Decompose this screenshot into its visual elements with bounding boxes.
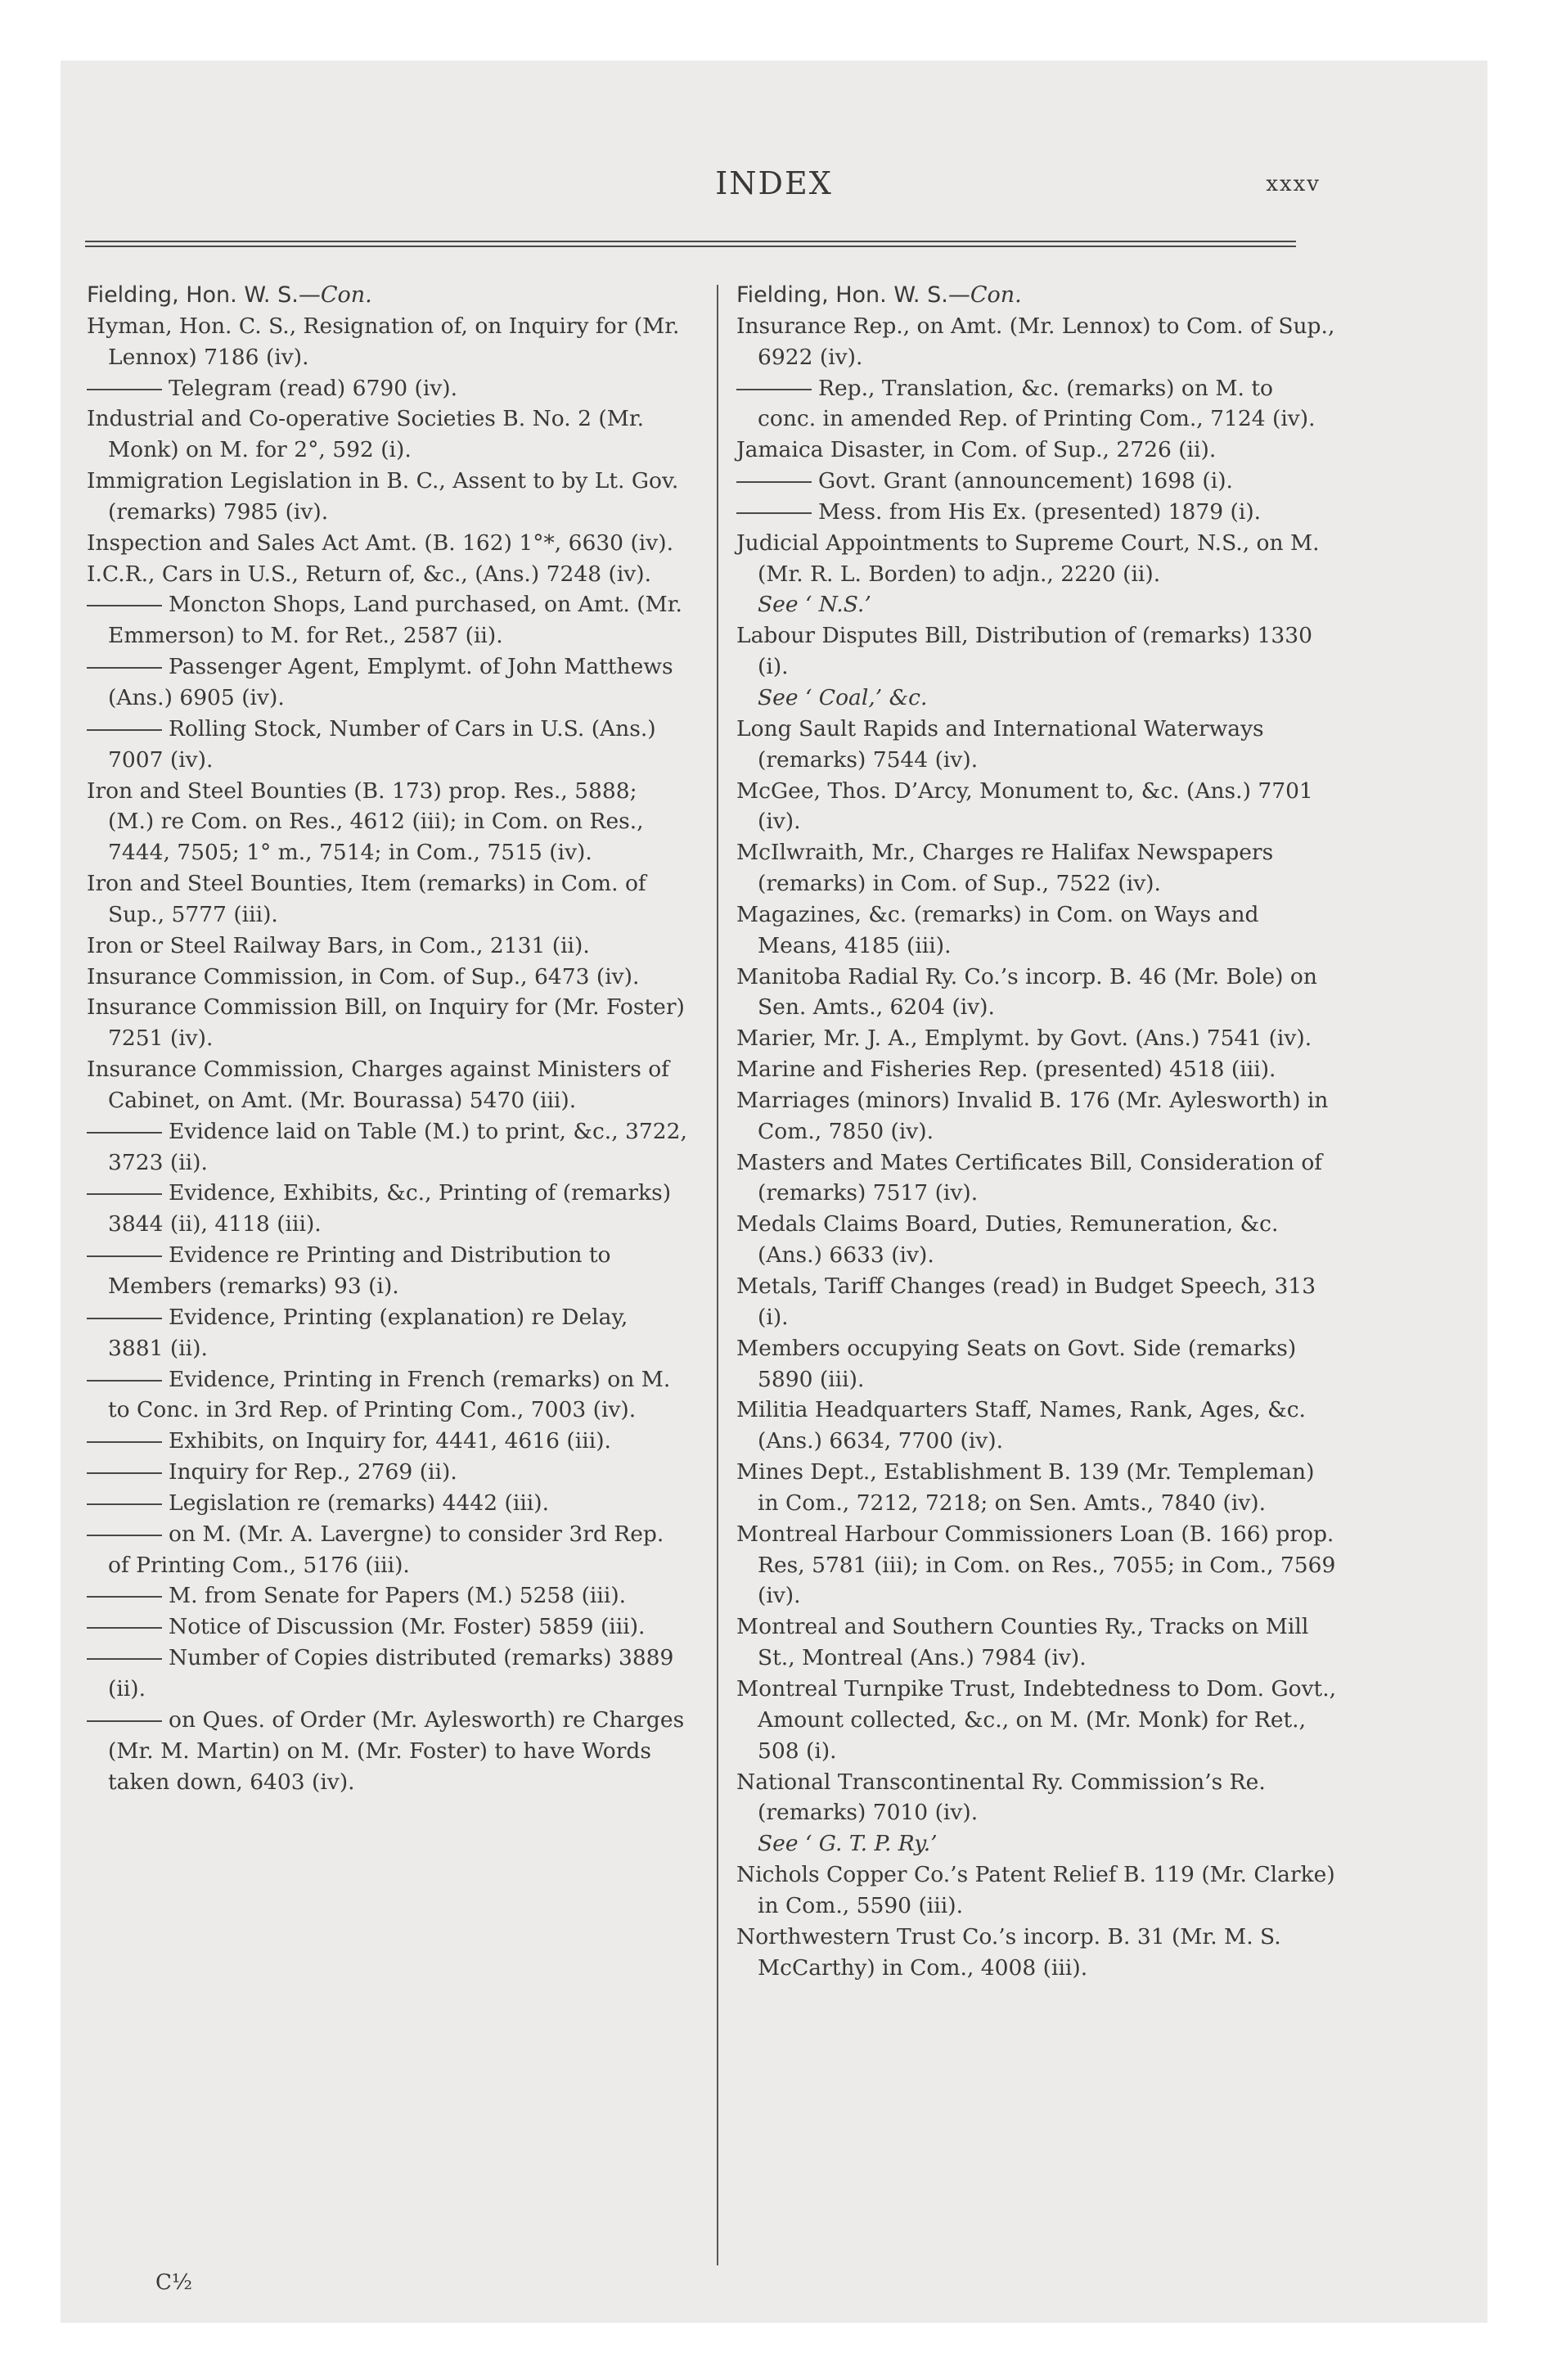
entry-text: McIlwraith, Mr., Charges re Halifax Newspapers (remarks) in Com. of Sup., 7522 (iv).	[736, 840, 1274, 897]
left-column-heading	[87, 280, 688, 311]
index-subentry	[87, 1426, 688, 1457]
entry-text: Medals Claims Board, Duties, Remuneration, &c. (Ans.) 6633 (iv).	[736, 1211, 1279, 1269]
index-entry	[736, 1519, 1338, 1612]
page-number: xxxv	[1266, 172, 1321, 196]
index-entry	[736, 620, 1338, 683]
index-subentry	[87, 1611, 688, 1643]
index-entry	[736, 1767, 1338, 1829]
ditto-dash	[87, 1596, 162, 1598]
entry-text: Montreal Harbour Commissioners Loan (B. 166) prop. Res, 5781 (iii); in Com. on Res., 7055; in Com., 7569 (iv).	[736, 1521, 1336, 1609]
index-entry	[736, 1147, 1338, 1210]
entry-text: Magazines, &c. (remarks) in Com. on Ways and Means, 4185 (iii).	[736, 901, 1259, 958]
entry-text: Evidence, Exhibits, &c., Printing of (remarks) 3844 (ii), 4118 (iii).	[108, 1180, 672, 1237]
entry-text: Rolling Stock, Number of Cars in U.S. (Ans.) 7007 (iv).	[108, 715, 656, 773]
entry-text: Iron or Steel Railway Bars, in Com., 2131 (ii).	[87, 932, 590, 958]
ditto-dash	[87, 1503, 162, 1505]
right-heading-con: Con.	[970, 282, 1022, 308]
index-subentry	[87, 589, 688, 651]
ditto-dash	[87, 1255, 162, 1257]
index-entry	[736, 962, 1338, 1024]
index-entry	[736, 1611, 1338, 1674]
entry-text: Judicial Appointments to Supreme Court, N.S., on M. (Mr. R. L. Borden) to adjn., 2220 (ii).	[736, 530, 1320, 587]
entry-text: Marier, Mr. J. A., Emplymt. by Govt. (Ans.) 7541 (iv).	[736, 1025, 1312, 1052]
index-entry	[736, 1085, 1338, 1147]
entry-text: Jamaica Disaster, in Com. of Sup., 2726 (ii).	[736, 437, 1217, 463]
ditto-dash	[87, 1535, 162, 1536]
signature-mark: C½	[155, 2270, 193, 2295]
entry-text: Insurance Commission Bill, on Inquiry for (Mr. Foster) 7251 (iv).	[87, 994, 685, 1052]
entry-text: Montreal and Southern Counties Ry., Tracks on Mill St., Montreal (Ans.) 7984 (iv).	[736, 1614, 1309, 1671]
left-column	[87, 280, 688, 1797]
ditto-dash	[87, 1132, 162, 1134]
index-entry	[87, 403, 688, 466]
index-entry	[736, 1023, 1338, 1054]
entry-text: Metals, Tariff Changes (read) in Budget Speech, 313 (i).	[736, 1273, 1316, 1330]
left-heading-name: Fielding, Hon. W. S.—	[87, 282, 321, 308]
index-entry	[87, 992, 688, 1054]
entry-text: Insurance Commission, Charges against Ministers of Cabinet, on Amt. (Mr. Bourassa) 5470 (iii).	[87, 1057, 669, 1113]
ditto-dash	[736, 389, 812, 390]
entry-text: National Transcontinental Ry. Commission’s Re. (remarks) 7010 (iv).	[736, 1769, 1266, 1826]
ditto-dash	[87, 1627, 162, 1629]
entry-text: Immigration Legislation in B. C., Assent to by Lt. Gov. (remarks) 7985 (iv).	[87, 468, 679, 525]
entry-text: Labour Disputes Bill, Distribution of (remarks) 1330 (i).	[736, 623, 1312, 680]
entry-text: Insurance Rep., on Amt. (Mr. Lennox) to Com. of Sup., 6922 (iv).	[736, 313, 1335, 370]
see-reference: See ‘ Coal,’ &c.	[758, 684, 928, 710]
index-entry	[736, 1333, 1338, 1395]
index-subentry	[87, 1240, 688, 1302]
index-subentry	[87, 1488, 688, 1519]
entry-text: Evidence laid on Table (M.) to print, &c., 3722, 3723 (ii).	[108, 1118, 687, 1175]
entry-text: Passenger Agent, Emplymt. of John Matthews (Ans.) 6905 (iv).	[108, 654, 673, 710]
left-heading-con: Con.	[320, 282, 372, 308]
index-entry	[736, 1922, 1338, 1984]
column-divider	[717, 285, 718, 2265]
ditto-dash	[87, 1318, 162, 1319]
entry-text: Nichols Copper Co.’s Patent Relief B. 119 (Mr. Clarke) in Com., 5590 (iii).	[736, 1862, 1335, 1918]
entry-text: McGee, Thos. D’Arcy, Monument to, &c. (Ans.) 7701 (iv).	[736, 778, 1313, 835]
entry-text: Manitoba Radial Ry. Co.’s incorp. B. 46 (Mr. Bole) on Sen. Amts., 6204 (iv).	[736, 963, 1317, 1021]
entry-text: Legislation re (remarks) 4442 (iii).	[169, 1490, 550, 1516]
index-entry	[87, 466, 688, 528]
entry-text: Northwestern Trust Co.’s incorp. B. 31 (Mr. M. S. McCarthy) in Com., 4008 (iii).	[736, 1923, 1281, 1981]
entry-text: on M. (Mr. A. Lavergne) to consider 3rd Rep. of Printing Com., 5176 (iii).	[108, 1521, 664, 1578]
right-column-heading	[736, 280, 1338, 311]
entry-text: Moncton Shops, Land purchased, on Amt. (Mr. Emmerson) to M. for Ret., 2587 (ii).	[108, 592, 682, 649]
right-column	[736, 280, 1338, 1983]
entry-text: Telegram (read) 6790 (iv).	[169, 375, 458, 401]
index-entry	[736, 435, 1338, 466]
ditto-dash	[736, 512, 812, 514]
entry-text: Members occupying Seats on Govt. Side (remarks) 5890 (iii).	[736, 1335, 1297, 1392]
index-entry	[87, 776, 688, 869]
entry-text: Govt. Grant (announcement) 1698 (i).	[818, 468, 1233, 494]
see-reference: See ‘ G. T. P. Ry.’	[758, 1831, 938, 1857]
entry-text: Notice of Discussion (Mr. Foster) 5859 (iii).	[169, 1614, 646, 1640]
ditto-dash	[87, 1380, 162, 1382]
index-subentry	[87, 1302, 688, 1364]
index-entry	[87, 559, 688, 590]
ditto-dash	[87, 389, 162, 390]
entry-text: Iron and Steel Bounties (B. 173) prop. Res., 5888; (M.) re Com. on Res., 4612 (iii); in Com. on Res., 7444, 7505; 1° m., 7514; in Com., 7515 (iv).	[87, 778, 644, 866]
entry-text: Number of Copies distributed (remarks) 3889 (ii).	[108, 1645, 674, 1702]
index-entry	[736, 1271, 1338, 1333]
entry-text: Masters and Mates Certificates Bill, Consideration of (remarks) 7517 (iv).	[736, 1149, 1323, 1206]
index-entry	[736, 311, 1338, 373]
index-subentry	[87, 1457, 688, 1488]
index-entry	[87, 528, 688, 559]
entry-text: Insurance Commission, in Com. of Sup., 6473 (iv).	[87, 963, 640, 989]
header-rule-bottom	[85, 246, 1296, 247]
index-entry	[736, 1859, 1338, 1922]
entry-text: Militia Headquarters Staff, Names, Rank, Ages, &c. (Ans.) 6634, 7700 (iv).	[736, 1397, 1306, 1454]
entry-text: on Ques. of Order (Mr. Aylesworth) re Charges (Mr. M. Martin) on M. (Mr. Foster) to have Words taken down, 6403 (iv).	[108, 1706, 685, 1795]
index-entry	[736, 528, 1338, 590]
entry-text: Mess. from His Ex. (presented) 1879 (i).	[818, 498, 1262, 525]
ditto-dash	[87, 1441, 162, 1443]
index-entry	[87, 1054, 688, 1116]
index-entry	[87, 962, 688, 993]
entry-text: Hyman, Hon. C. S., Resignation of, on Inquiry for (Mr. Lennox) 7186 (iv).	[87, 313, 680, 370]
index-entry	[736, 1674, 1338, 1767]
index-subentry	[87, 1519, 688, 1581]
entry-text: Evidence re Printing and Distribution to Members (remarks) 93 (i).	[108, 1242, 611, 1299]
index-subentry	[87, 1178, 688, 1240]
index-subentry	[87, 1580, 688, 1611]
index-entry	[87, 868, 688, 931]
entry-text: Long Sault Rapids and International Waterways (remarks) 7544 (iv).	[736, 715, 1264, 773]
index-entry	[736, 776, 1338, 838]
index-subentry	[87, 1116, 688, 1179]
index-entry	[736, 1209, 1338, 1271]
entry-text: Iron and Steel Bounties, Item (remarks) in Com. of Sup., 5777 (iii).	[87, 871, 646, 927]
ditto-dash	[87, 1658, 162, 1660]
entry-text: Inquiry for Rep., 2769 (ii).	[169, 1459, 457, 1485]
entry-text: M. from Senate for Papers (M.) 5258 (iii).	[169, 1583, 627, 1609]
index-subentry	[87, 1364, 688, 1427]
index-entry	[736, 1457, 1338, 1519]
index-subentry	[87, 651, 688, 714]
index-subentry	[736, 466, 1338, 497]
index-entry	[736, 837, 1338, 899]
index-entry	[87, 311, 688, 373]
entry-text: Exhibits, on Inquiry for, 4441, 4616 (iii).	[169, 1428, 611, 1454]
ditto-dash	[87, 1720, 162, 1722]
ditto-dash	[87, 605, 162, 606]
index-subentry	[87, 714, 688, 776]
index-entry	[736, 714, 1338, 776]
see-reference: See ‘ N.S.’	[758, 592, 871, 618]
entry-text: Evidence, Printing in French (remarks) on M. to Conc. in 3rd Rep. of Printing Com., 7003 (iv).	[108, 1366, 671, 1423]
index-entry	[736, 1395, 1338, 1457]
index-subentry	[87, 1705, 688, 1798]
index-entry	[736, 1054, 1338, 1085]
ditto-dash	[736, 481, 812, 483]
index-subentry	[736, 373, 1338, 435]
index-subentry	[87, 373, 688, 404]
header-rule-top	[85, 241, 1296, 242]
entry-text: Marriages (minors) Invalid B. 176 (Mr. Aylesworth) in Com., 7850 (iv).	[736, 1087, 1329, 1144]
ditto-dash	[87, 1472, 162, 1474]
ditto-dash	[87, 729, 162, 731]
right-heading-name: Fielding, Hon. W. S.—	[736, 282, 970, 308]
index-page	[61, 61, 1487, 2323]
ditto-dash	[87, 667, 162, 669]
page-title: INDEX	[715, 165, 833, 201]
page-header	[61, 165, 1487, 214]
entry-text: Mines Dept., Establishment B. 139 (Mr. Templeman) in Com., 7212, 7218; on Sen. Amts., 7840 (iv).	[736, 1459, 1315, 1516]
entry-text: Marine and Fisheries Rep. (presented) 4518 (iii).	[736, 1057, 1276, 1083]
entry-text: Evidence, Printing (explanation) re Delay, 3881 (ii).	[108, 1304, 628, 1361]
ditto-dash	[87, 1193, 162, 1195]
entry-text: Industrial and Co-operative Societies B. No. 2 (Mr. Monk) on M. for 2°, 592 (i).	[87, 406, 645, 463]
index-entry	[87, 931, 688, 962]
index-entry	[736, 899, 1338, 962]
entry-text: Montreal Turnpike Trust, Indebtedness to Dom. Govt., Amount collected, &c., on M. (Mr. Monk) for Ret., 508 (i).	[736, 1675, 1337, 1764]
index-subentry	[736, 497, 1338, 528]
entry-text: I.C.R., Cars in U.S., Return of, &c., (Ans.) 7248 (iv).	[87, 561, 652, 587]
entry-text: Inspection and Sales Act Amt. (B. 162) 1°*, 6630 (iv).	[87, 530, 674, 556]
entry-text: Rep., Translation, &c. (remarks) on M. to conc. in amended Rep. of Printing Com., 7124 (iv).	[758, 375, 1316, 432]
index-subentry	[87, 1643, 688, 1705]
